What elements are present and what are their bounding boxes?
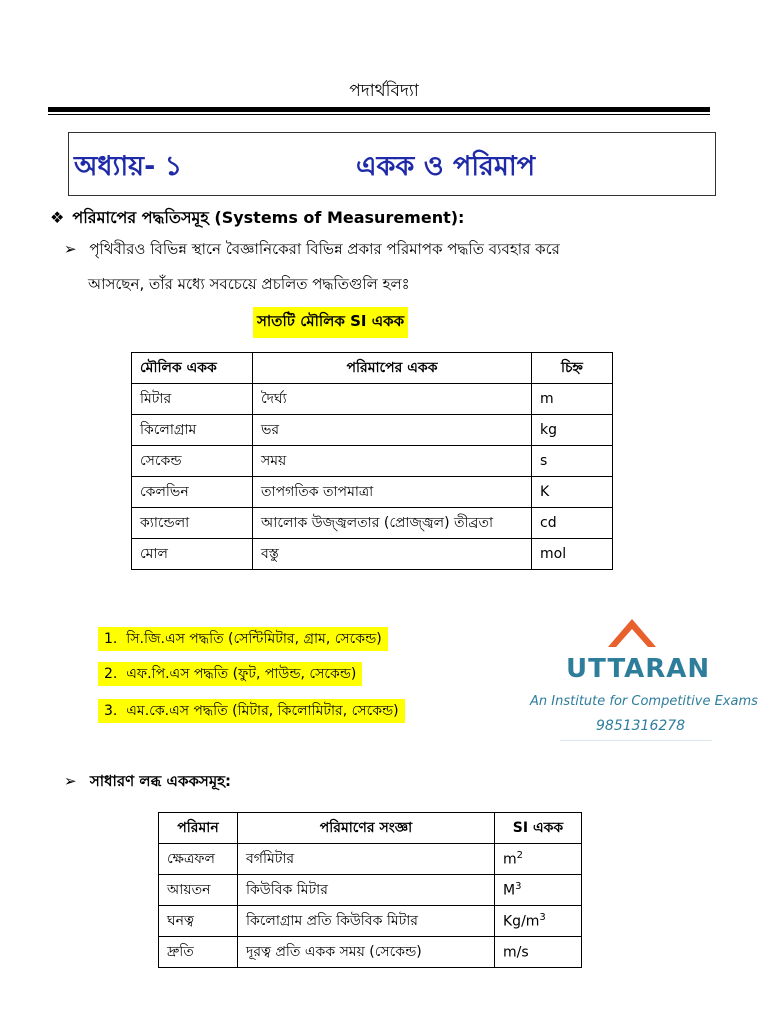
table-cell: কিউবিক মিটার <box>238 875 495 906</box>
derived-units-table <box>158 812 582 968</box>
table-header-row <box>159 813 582 844</box>
table-row <box>159 875 582 906</box>
section-heading-text: পরিমাপের পদ্ধতিসমূহ (Systems of Measurement): <box>72 208 465 227</box>
section-heading <box>50 205 464 232</box>
table-cell: mol <box>532 539 613 570</box>
table-row <box>132 477 613 508</box>
table-header-row <box>132 353 613 384</box>
arrow-bullet-icon: ➢ <box>64 772 77 790</box>
table-row <box>132 539 613 570</box>
roof-logo-icon <box>606 617 658 657</box>
table-cell: মিটার <box>132 384 253 415</box>
table-row <box>159 844 582 875</box>
list-number: 3. <box>104 703 118 719</box>
table-cell: দ্রুতি <box>159 937 238 968</box>
table-cell: ক্ষেত্রফল <box>159 844 238 875</box>
unit-exponent: 3 <box>515 881 522 893</box>
table-cell: কিলোগ্রাম প্রতি কিউবিক মিটার <box>238 906 495 937</box>
table-row <box>159 937 582 968</box>
diamond-bullet-icon: ❖ <box>50 208 65 227</box>
chapter-number: অধ্যায়- ১ <box>74 151 183 182</box>
logo-name: UTTARAN <box>566 654 711 684</box>
unit-text: m/s <box>503 944 529 961</box>
table-cell <box>495 844 582 875</box>
si-table-title: সাতটি মৌলিক SI একক <box>253 307 408 338</box>
list-text: এফ.পি.এস পদ্ধতি (ফুট, পাউন্ড, সেকেন্ড) <box>126 666 357 682</box>
list-text: সি.জি.এস পদ্ধতি (সেন্টিমিটার, গ্রাম, সেকেন্ড) <box>126 631 382 647</box>
table-cell: কেলভিন <box>132 477 253 508</box>
table-cell: দৈর্ঘ্য <box>253 384 532 415</box>
table-cell: kg <box>532 415 613 446</box>
table-cell: আলোক উজ্জ্বলতার (প্রোজ্জ্বল) তীব্রতা <box>253 508 532 539</box>
table-header-cell: SI একক <box>495 813 582 844</box>
table-row <box>132 446 613 477</box>
unit-text: m <box>503 851 517 868</box>
table-cell: ঘনত্ব <box>159 906 238 937</box>
table-cell: আয়তন <box>159 875 238 906</box>
unit-exponent: 2 <box>516 850 524 862</box>
table-cell: ক্যান্ডেলা <box>132 508 253 539</box>
table-cell: দূরত্ব প্রতি একক সময় (সেকেন্ড) <box>238 937 495 968</box>
unit-text: Kg/m <box>503 913 540 930</box>
page-header-title: পদার্থবিদ্যা <box>349 81 419 101</box>
derived-heading-text: সাধারণ লব্ধ এককসমূহ: <box>89 772 232 790</box>
header-rule-thin <box>48 114 710 115</box>
list-item <box>98 627 388 651</box>
table-header-cell: পরিমাপের একক <box>253 353 532 384</box>
table-row <box>159 906 582 937</box>
list-item <box>98 699 405 723</box>
table-header-cell: চিহ্ন <box>532 353 613 384</box>
table-header-cell: পরিমাণের সংজ্ঞা <box>238 813 495 844</box>
list-number: 2. <box>104 666 118 682</box>
table-cell: s <box>532 446 613 477</box>
derived-units-heading <box>64 770 231 795</box>
paragraph-line-2: আসছেন, তাঁর মধ্যে সবচেয়ে প্রচলিত পদ্ধতিগুলি হলঃ <box>88 275 410 293</box>
logo-phone: 9851316278 <box>596 718 686 734</box>
chapter-title: একক ও পরিমাপ <box>356 151 536 182</box>
table-cell <box>495 875 582 906</box>
table-cell: cd <box>532 508 613 539</box>
list-number: 1. <box>104 631 118 647</box>
unit-exponent: 3 <box>539 912 546 924</box>
logo-tagline: An Institute for Competitive Exams <box>530 694 758 709</box>
list-text: এম.কে.এস পদ্ধতি (মিটার, কিলোমিটার, সেকেন্ড) <box>126 703 399 719</box>
header-rule-thick <box>48 107 710 112</box>
table-cell: সময় <box>253 446 532 477</box>
logo-divider <box>560 740 712 741</box>
table-cell: মোল <box>132 539 253 570</box>
paragraph-line-1 <box>64 238 560 263</box>
paragraph-text-1: পৃথিবীরও বিভিন্ন স্থানে বৈজ্ঞানিকেরা বিভিন্ন প্রকার পরিমাপক পদ্ধতি ব্যবহার করে <box>89 240 560 258</box>
table-header-cell: পরিমান <box>159 813 238 844</box>
table-cell: ভর <box>253 415 532 446</box>
table-row <box>132 384 613 415</box>
table-cell <box>495 906 582 937</box>
table-cell: তাপগতিক তাপমাত্রা <box>253 477 532 508</box>
table-row <box>132 415 613 446</box>
table-row <box>132 508 613 539</box>
table-cell: m <box>532 384 613 415</box>
table-header-cell: মৌলিক একক <box>132 353 253 384</box>
table-cell: K <box>532 477 613 508</box>
table-cell: বস্তু <box>253 539 532 570</box>
list-item <box>98 662 362 686</box>
table-cell: বর্গমিটার <box>238 844 495 875</box>
si-units-table <box>131 352 613 570</box>
table-cell: কিলোগ্রাম <box>132 415 253 446</box>
table-cell: সেকেন্ড <box>132 446 253 477</box>
unit-text: M <box>503 882 516 899</box>
arrow-bullet-icon: ➢ <box>64 240 77 258</box>
table-cell <box>495 937 582 968</box>
